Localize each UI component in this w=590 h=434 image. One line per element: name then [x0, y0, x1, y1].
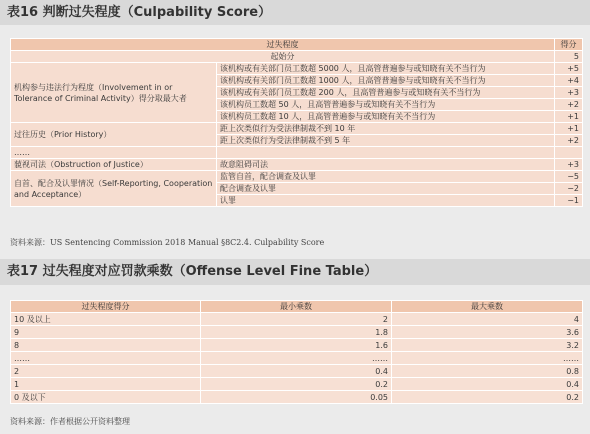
table-row [11, 352, 583, 365]
desc-cell: 该机构或有关部门员工数超 200 人，且高管普遍参与或知晓有关不当行为 [217, 87, 555, 99]
table17-title: 表17 过失程度对应罚款乘数（Offense Level Fine Table） [0, 259, 590, 285]
header-min: 最小乘数 [201, 301, 392, 313]
table-row [11, 365, 583, 378]
min-cell: 1.6 [201, 339, 392, 352]
max-cell: 3.2 [392, 339, 583, 352]
score-cell [555, 147, 583, 159]
max-cell: 4 [392, 313, 583, 326]
desc-cell: 配合调查及认罪 [217, 183, 555, 195]
max-cell: …… [392, 352, 583, 365]
table16-source: 资料来源：US Sentencing Commission 2018 Manual §8C2.4. Culpability Score [10, 238, 325, 247]
max-cell: 0.2 [392, 391, 583, 404]
score-cell: 8 [11, 339, 201, 352]
fine-multiplier-table [10, 300, 583, 404]
score-cell: +1 [555, 123, 583, 135]
desc-cell: 认罪 [217, 195, 555, 207]
score-cell: 1 [11, 378, 201, 391]
score-cell: +2 [555, 99, 583, 111]
desc-cell: 距上次类似行为受法律制裁不到 5 年 [217, 135, 555, 147]
table-row [11, 63, 583, 75]
category-cell: 机构参与违法行为程度（Involvement in or Tolerance of Criminal Activity）得分取最大者 [11, 63, 217, 123]
min-cell: 0.05 [201, 391, 392, 404]
desc-cell: 该机构员工数超 50 人，且高管普遍参与或知晓有关不当行为 [217, 99, 555, 111]
score-cell: −1 [555, 195, 583, 207]
table-row [11, 51, 583, 63]
min-cell: 0.4 [201, 365, 392, 378]
score-cell: 2 [11, 365, 201, 378]
desc-cell: 监管自首，配合调查及认罪 [217, 171, 555, 183]
score-cell: 0 及以下 [11, 391, 201, 404]
score-cell: +5 [555, 63, 583, 75]
category-cell: 自首、配合及认罪情况（Self-Reporting, Cooperation and Acceptance） [11, 171, 217, 207]
table-row [11, 171, 583, 183]
table-row [11, 123, 583, 135]
min-cell: 2 [201, 313, 392, 326]
desc-cell: 该机构或有关部门员工数超 5000 人，且高管普遍参与或知晓有关不当行为 [217, 63, 555, 75]
min-cell: 0.2 [201, 378, 392, 391]
table-row [11, 147, 583, 159]
header-max: 最大乘数 [392, 301, 583, 313]
culpability-score-table [10, 38, 583, 207]
category-cell: 藐视司法（Obstruction of Justice） [11, 159, 217, 171]
base-score: 5 [555, 51, 583, 63]
table16-title: 表16 判断过失程度（Culpability Score） [0, 0, 590, 25]
table-row [11, 326, 583, 339]
score-cell: …… [11, 352, 201, 365]
header-score: 过失程度得分 [11, 301, 201, 313]
score-cell: +4 [555, 75, 583, 87]
max-cell: 0.4 [392, 378, 583, 391]
score-cell: +3 [555, 159, 583, 171]
desc-cell: 该机构或有关部门员工数超 1000 人，且高管普遍参与或知晓有关不当行为 [217, 75, 555, 87]
category-cell: …… [11, 147, 217, 159]
table-row [11, 391, 583, 404]
table-row [11, 339, 583, 352]
score-cell: −2 [555, 183, 583, 195]
score-cell: +3 [555, 87, 583, 99]
base-label: 起始分 [11, 51, 555, 63]
table-header-row [11, 39, 583, 51]
table17-source: 资料来源：作者根据公开资料整理 [10, 417, 130, 426]
category-cell: 过往历史（Prior History） [11, 123, 217, 147]
header-score: 得分 [555, 39, 583, 51]
desc-cell: 该机构员工数超 10 人，且高管普遍参与或知晓有关不当行为 [217, 111, 555, 123]
table-row [11, 159, 583, 171]
score-cell: +2 [555, 135, 583, 147]
table-row [11, 313, 583, 326]
max-cell: 0.8 [392, 365, 583, 378]
score-cell: +1 [555, 111, 583, 123]
score-cell: 9 [11, 326, 201, 339]
score-cell: 10 及以上 [11, 313, 201, 326]
desc-cell: 距上次类似行为受法律制裁不到 10 年 [217, 123, 555, 135]
min-cell: 1.8 [201, 326, 392, 339]
max-cell: 3.6 [392, 326, 583, 339]
table-row [11, 378, 583, 391]
desc-cell: 故意阻碍司法 [217, 159, 555, 171]
score-cell: −5 [555, 171, 583, 183]
table-header-row [11, 301, 583, 313]
header-degree: 过失程度 [11, 39, 555, 51]
desc-cell [217, 147, 555, 159]
min-cell: …… [201, 352, 392, 365]
